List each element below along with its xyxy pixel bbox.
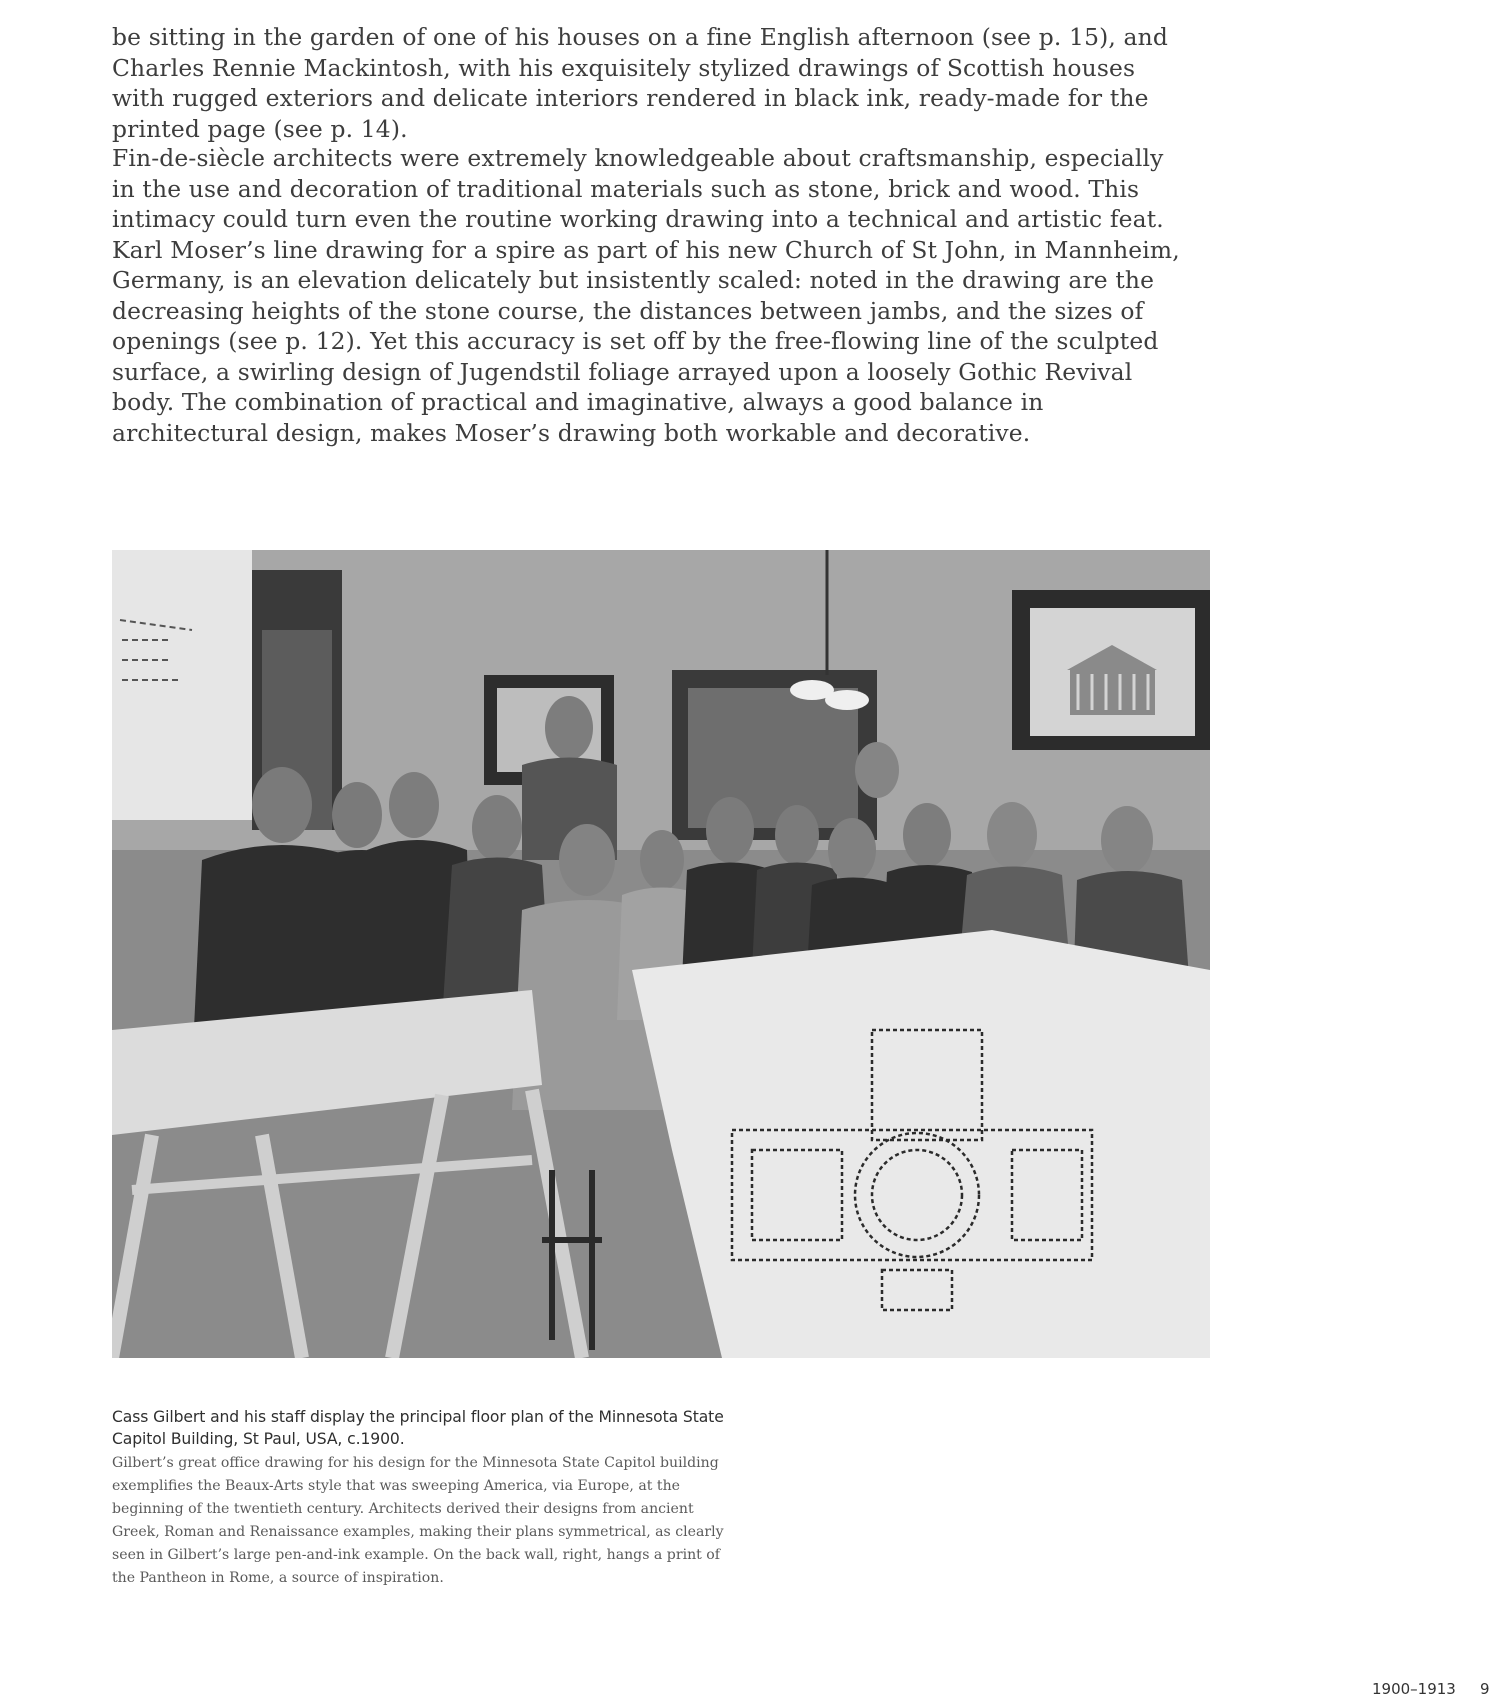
chapter-range: 1900–1913 [1372,1680,1456,1698]
archival-photograph [112,550,1210,1358]
photo-caption [112,1406,724,1590]
caption-body: Gilbert’s great office drawing for his design for the Minnesota State Capitol building exemplifies the Beaux-Arts style that was sweeping America, via Europe, at the beginning of the twentieth century. Architects derived their designs from ancient Greek, Roman and Renaissance examples, making their plans symmetrical, as clearly seen in Gilbert’s large pen-and-ink example. On the back wall, right, hangs a print of the Pantheon in Rome, a source of inspiration. [112,1455,724,1586]
body-paragraph-2: Fin-de-siècle architects were extremely knowledgeable about craftsmanship, especially in the use and decoration of traditional materials such as stone, brick and wood. This intimacy could turn even the routine working drawing into a technical and artistic feat. Karl Moser’s line drawing for a spire as part of his new Church of St John, in Mannheim, Germany, is an elevation delicately but insistently scaled: noted in the drawing are the decreasing heights of the stone course, the distances between jambs, and the sizes of openings (see p. 12). Yet this accuracy is set off by the free-flowing line of the sculpted surface, a swirling design of Jugendstil foliage arrayed upon a loosely Gothic Revival body. The combination of practical and imaginative, always a good balance in architectural design, makes Moser’s drawing both workable and decorative. [112,144,1180,447]
caption-title: Cass Gilbert and his staff display the principal floor plan of the Minnesota State Capitol Building, St Paul, USA, c.1900. [112,1408,724,1448]
page-number: 9 [1480,1680,1490,1698]
body-paragraph-1: be sitting in the garden of one of his houses on a fine English afternoon (see p. 15), and Charles Rennie Mackintosh, with his exquisitely stylized drawings of Scottish houses with rugged exteriors and delicate interiors rendered in black ink, ready-made for the printed page (see p. 14). [112,23,1168,143]
page-footer [1300,1680,1500,1702]
